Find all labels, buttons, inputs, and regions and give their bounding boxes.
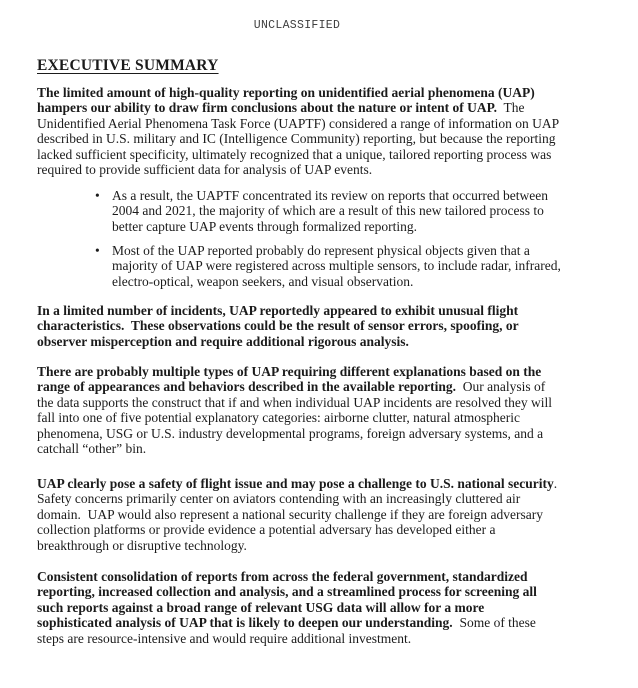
text-run: catchall “other” bin.: [37, 441, 147, 457]
text-run: phenomena, USG or U.S. industry developmental programs, foreign adversary systems, and a: [37, 425, 544, 441]
text-run: Unidentified Aerial Phenomena Task Force (UAPTF) considered a range of information on UAP: [37, 115, 560, 131]
text-run: hampers our ability to draw firm conclusions about the nature or intent of UAP.: [37, 100, 498, 116]
text-run: There are probably multiple types of UAP requiring different explanations based on the: [37, 364, 542, 379]
text-run: The limited amount of high-quality reporting on unidentified aerial phenomena (UAP): [37, 85, 535, 100]
paragraph-line: [112, 219, 548, 234]
paragraph-line: [112, 203, 548, 218]
paragraph-line: [112, 243, 561, 258]
paragraph: [37, 476, 557, 553]
paragraph-lines: [112, 188, 548, 234]
paragraph-line: [37, 85, 559, 100]
paragraph-line: [37, 522, 557, 537]
text-run: such reports against a broad range of relevant USG data will allow for a more: [37, 599, 485, 615]
text-run: As a result, the UAPTF concentrated its review on reports that occurred between: [112, 188, 548, 203]
paragraph-line: [37, 476, 557, 491]
text-run: collection platforms or provide evidence a potential adversary has developed either a: [37, 522, 496, 538]
paragraph-line: [37, 395, 552, 410]
text-run: required to provide sufficient data for analysis of UAP events.: [37, 162, 373, 178]
paragraph-line: [112, 188, 548, 203]
text-run: reporting, increased collection and analysis, and a streamlined process for screening all: [37, 584, 537, 600]
paragraph-line: [37, 491, 557, 506]
page-title: EXECUTIVE SUMMARY: [37, 57, 219, 74]
paragraph-line: [37, 100, 559, 115]
text-run: Safety concerns primarily center on aviators contending with an increasingly cluttered air: [37, 491, 521, 507]
bullet-icon: •: [95, 243, 100, 258]
text-run: domain. UAP would also represent a national security challenge if they are foreign adversary: [37, 506, 543, 522]
paragraph-line: [37, 364, 552, 379]
text-run: The: [497, 100, 525, 116]
paragraph-line: [37, 507, 557, 522]
text-run: electro-optical, weapon seekers, and visual observation.: [112, 273, 414, 289]
paragraph-lines: [37, 364, 552, 456]
text-run: sophisticated analysis of UAP that is likely to deepen our understanding.: [37, 615, 453, 631]
paragraph-line: [37, 131, 559, 146]
paragraph-line: [37, 569, 537, 584]
text-run: Some of these: [452, 615, 536, 631]
paragraph-line: [37, 426, 552, 441]
paragraph-lines: [37, 569, 537, 646]
paragraph-line: [37, 410, 552, 425]
paragraph-lines: [112, 243, 561, 289]
paragraph-line: [37, 441, 552, 456]
classification-banner: UNCLASSIFIED: [253, 19, 341, 32]
paragraph-lines: [37, 476, 557, 553]
text-run: majority of UAP were registered across multiple sensors, to include radar, infrared,: [112, 258, 561, 274]
paragraph-line: [37, 600, 537, 615]
paragraph-line: [37, 303, 519, 318]
paragraph-line: [112, 258, 561, 273]
paragraph-line: [37, 615, 537, 630]
paragraph-line: [37, 147, 559, 162]
text-run: steps are resource-intensive and would require additional investment.: [37, 630, 412, 646]
paragraph-line: [37, 538, 557, 553]
text-run: the data supports the construct that if and when individual UAP incidents are resolved they will: [37, 394, 553, 410]
paragraph-line: [37, 162, 559, 177]
bullet-item: [37, 188, 548, 234]
paragraph: [37, 85, 559, 177]
paragraph-lines: [37, 85, 559, 177]
paragraph: [37, 303, 519, 349]
paragraph-line: [37, 334, 519, 349]
text-run: UAP clearly pose a safety of flight issue and may pose a challenge to U.S. national security: [37, 476, 554, 491]
paragraph: [37, 569, 537, 646]
text-run: 2004 and 2021, the majority of which are a result of this new tailored process to: [112, 203, 544, 219]
paragraph-line: [112, 274, 561, 289]
paragraph-line: [37, 379, 552, 394]
bullet-icon: •: [95, 188, 100, 203]
paragraph-line: [37, 116, 559, 131]
text-run: range of appearances and behaviors described in the available reporting.: [37, 379, 457, 395]
paragraph: [37, 364, 552, 456]
text-run: Most of the UAP reported probably do represent physical objects given that a: [112, 243, 530, 258]
paragraph-line: [37, 584, 537, 599]
text-run: observer misperception and require additional rigorous analysis.: [37, 333, 409, 349]
paragraph-line: [37, 631, 537, 646]
text-run: Consistent consolidation of reports from across the federal government, standardized: [37, 569, 528, 584]
paragraph-lines: [37, 303, 519, 349]
text-run: fall into one of five potential explanatory categories: airborne clutter, natural atmospheric: [37, 410, 521, 426]
paragraph-line: [37, 318, 519, 333]
text-run: characteristics. These observations could be the result of sensor errors, spoofing, or: [37, 318, 519, 334]
bullet-item: [37, 243, 561, 289]
text-run: lacked sufficient specificity, ultimately recognized that a unique, tailored reporting process was: [37, 146, 552, 162]
text-run: In a limited number of incidents, UAP reportedly appeared to exhibit unusual flight: [37, 303, 519, 318]
text-run: breakthrough or disruptive technology.: [37, 537, 247, 553]
text-run: Our analysis of: [456, 379, 546, 395]
text-run: better capture UAP events through formalized reporting.: [112, 218, 418, 234]
text-run: .: [553, 476, 558, 491]
text-run: described in U.S. military and IC (Intelligence Community) reporting, but because the reporting: [37, 131, 556, 147]
